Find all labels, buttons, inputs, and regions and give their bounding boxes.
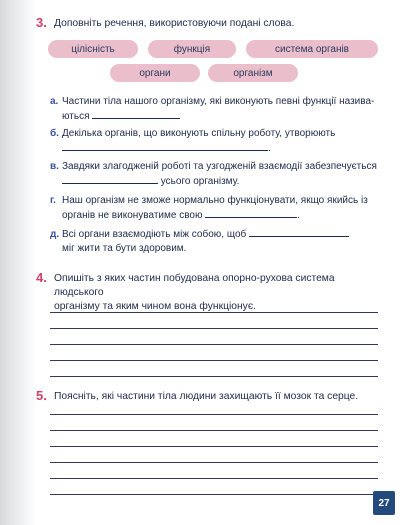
question-4-text-line1: Опишіть з яких частин побудована опорно-рухова система людського — [54, 273, 335, 298]
item-v-letter: в. — [50, 161, 59, 172]
word-chip-orhanizm: організм — [208, 64, 298, 82]
question-5-number: 5. — [36, 388, 47, 403]
item-h-line1: Наш організм не зможе нормально функціонувати, якщо якийсь із — [62, 195, 368, 206]
item-h-letter: г. — [50, 195, 56, 206]
worksheet-page — [36, 0, 403, 525]
answer-line-q5-5[interactable] — [50, 478, 378, 479]
question-3-text: Доповніть речення, використовуючи подані слова. — [54, 18, 295, 29]
item-a-letter: а. — [50, 96, 59, 107]
question-4-number: 4. — [36, 270, 47, 285]
answer-line-q4-2[interactable] — [50, 328, 378, 329]
question-5-text: Поясніть, які частини тіла людини захищають її мозок та серце. — [54, 391, 359, 402]
page-edge-shadow — [0, 0, 36, 525]
item-b: б. Декілька органів, що виконують спільну роботу, утворюють . — [50, 128, 336, 154]
item-d-letter: д. — [50, 229, 60, 240]
answer-line-q5-4[interactable] — [50, 462, 378, 463]
word-chip-funktsiia: функція — [148, 40, 236, 58]
item-v-blank[interactable] — [62, 174, 158, 184]
item-h-line2: органів не виконуватиме свою — [62, 210, 203, 221]
item-b-line1: Декілька органів, що виконують спільну роботу, утворюють — [62, 128, 336, 139]
answer-line-q5-2[interactable] — [50, 430, 378, 431]
answer-line-q4-3[interactable] — [50, 344, 378, 345]
answer-line-q4-5[interactable] — [50, 376, 378, 377]
item-a-line2: ються — [62, 111, 90, 122]
item-d-line1: Всі органи взаємодіють між собою, щоб — [62, 229, 247, 240]
item-a-blank[interactable] — [92, 109, 180, 119]
item-d — [50, 227, 380, 256]
word-chip-systema-orhaniv: система органів — [246, 40, 378, 58]
item-v — [50, 160, 380, 189]
item-b-blank[interactable] — [62, 141, 268, 151]
item-v-line2: усього організму. — [160, 176, 240, 187]
question-4-text-line2: організму та яким чином вона функціонує. — [54, 301, 256, 312]
answer-line-q5-3[interactable] — [50, 446, 378, 447]
item-a-line1: Частини тіла нашого організму, які виконують певні функції назива- — [62, 96, 375, 107]
item-b-letter: б. — [50, 128, 59, 139]
answer-line-q5-6[interactable] — [50, 494, 378, 495]
word-chip-tsilisnist: цілісність — [48, 40, 138, 58]
item-v-line1: Завдяки злагодженій роботі та узгодженій взаємодії забезпечується — [62, 161, 377, 172]
item-h: г. Наш організм не зможе нормально функціонувати, якщо якийсь із органів не виконуватиме свою . — [50, 195, 368, 221]
question-4-text — [54, 272, 384, 314]
question-3-number: 3. — [36, 15, 47, 30]
page-number-badge: 27 — [373, 491, 395, 515]
item-h-blank[interactable] — [205, 208, 297, 218]
answer-line-q4-4[interactable] — [50, 360, 378, 361]
item-d-line2: міг жити та бути здоровим. — [62, 243, 187, 254]
item-a — [50, 95, 380, 124]
word-chip-orhany: органи — [110, 64, 200, 82]
answer-line-q4-1[interactable] — [50, 312, 378, 313]
item-d-blank[interactable] — [249, 227, 349, 237]
answer-line-q5-1[interactable] — [50, 414, 378, 415]
